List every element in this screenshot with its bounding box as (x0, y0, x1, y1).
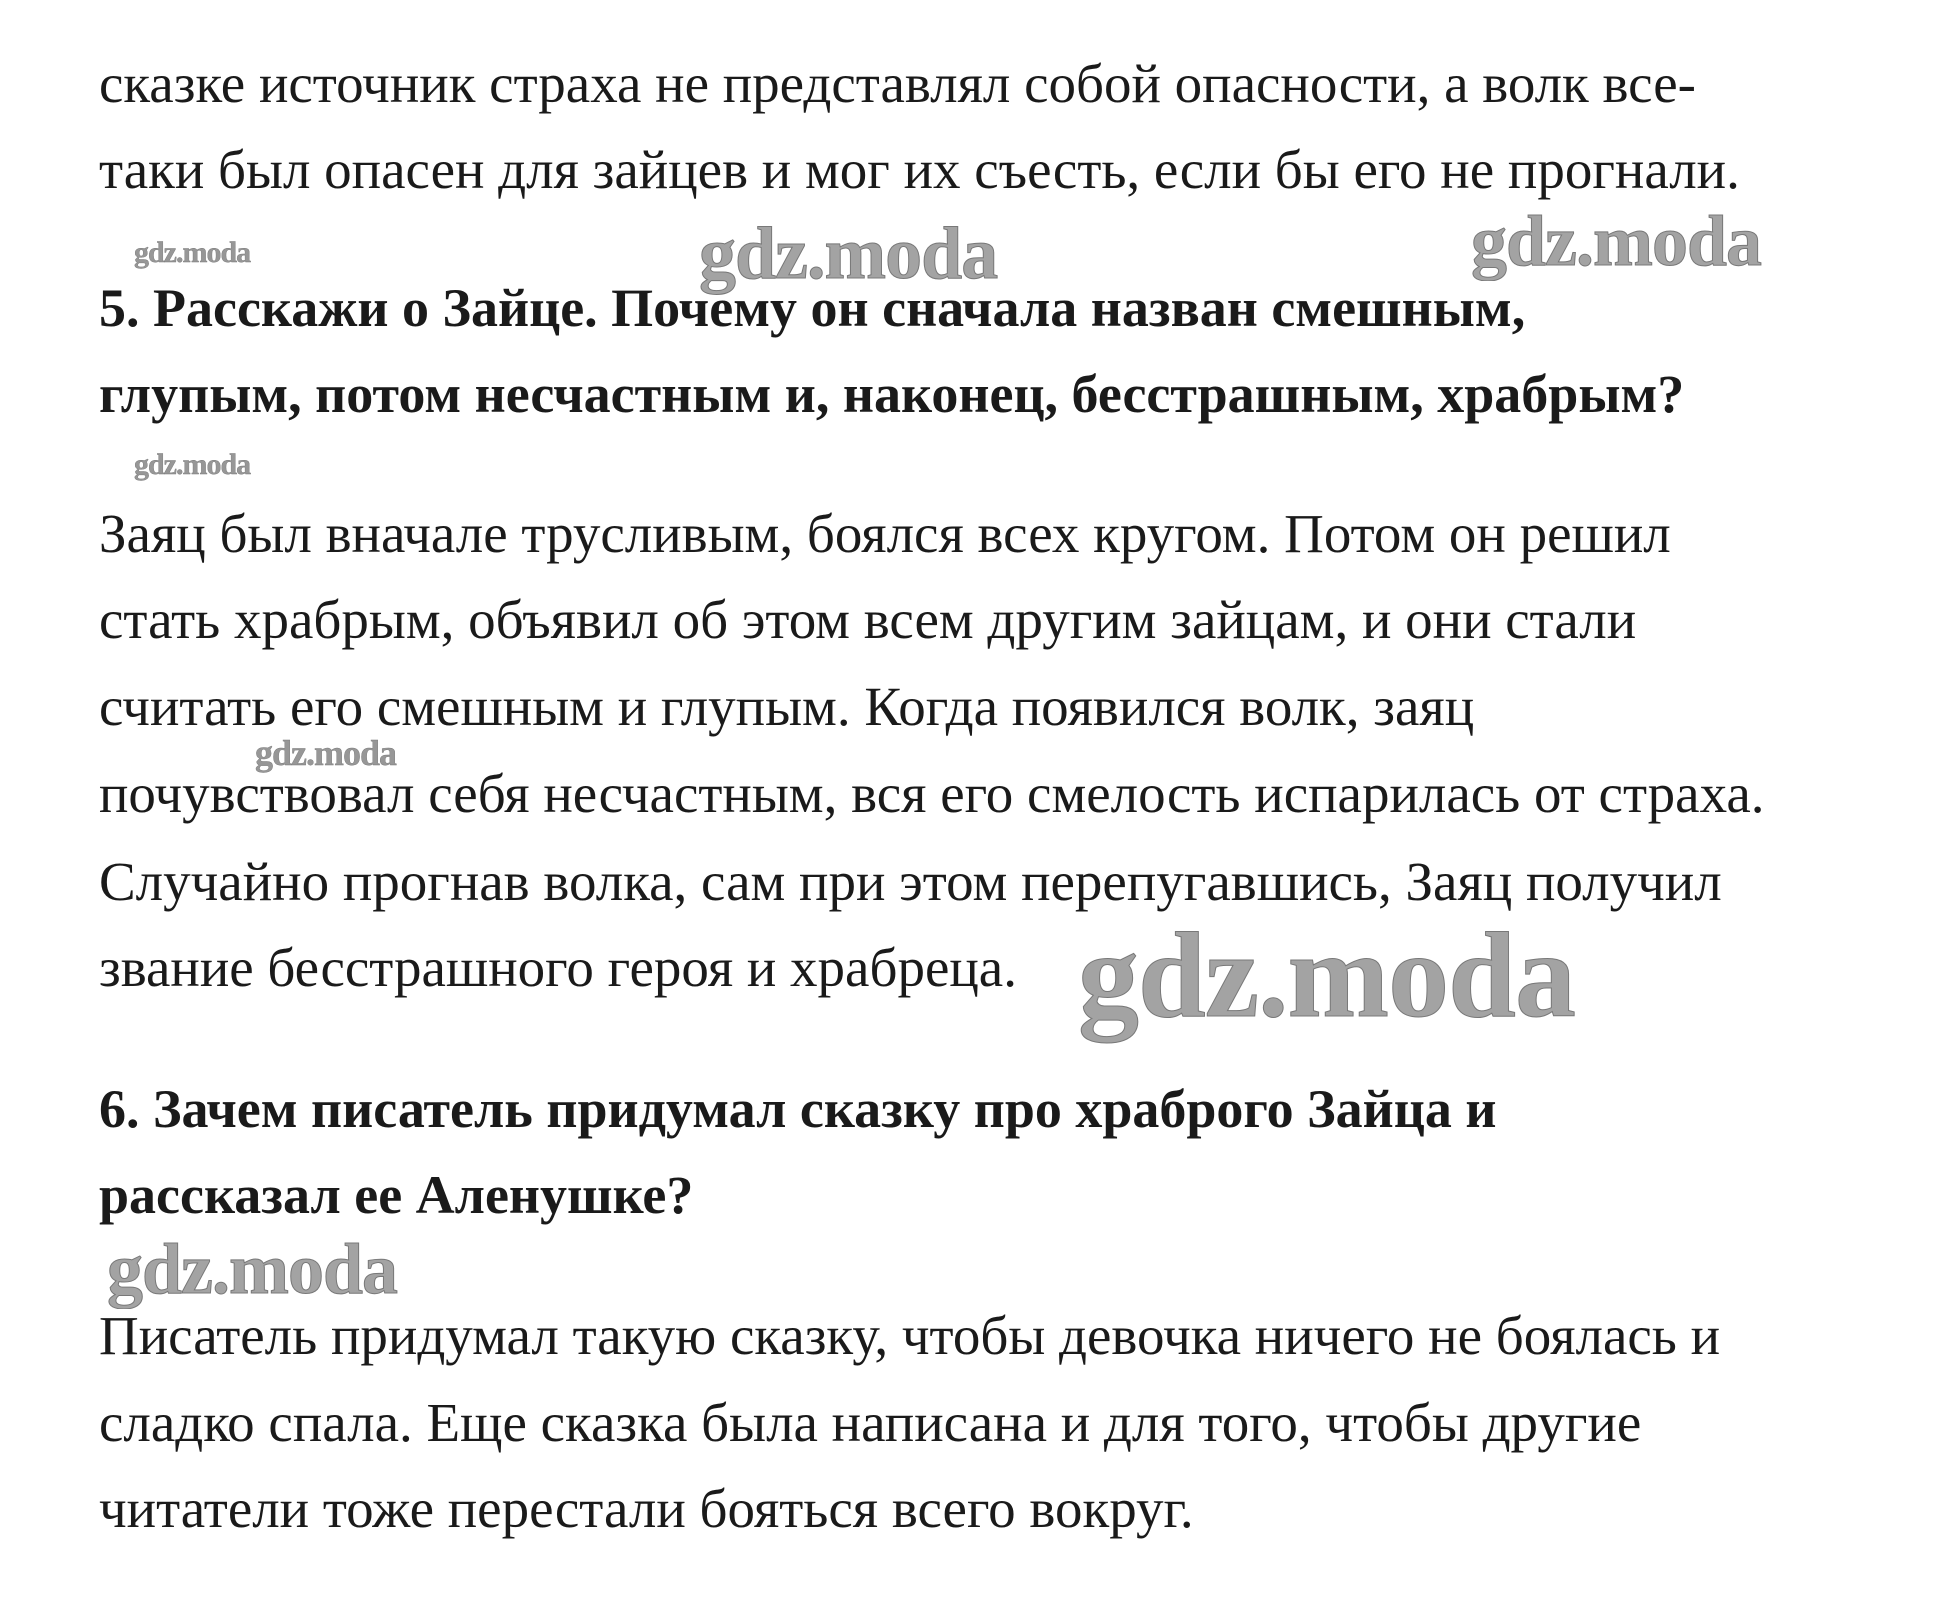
intro-line-1: сказке источник страха не представлял собой опасности, а волк все- (99, 53, 1696, 114)
answer-5-line-1: Заяц был вначале трусливым, боялся всех кругом. Потом он решил (99, 503, 1671, 564)
intro-line-2: таки был опасен для зайцев и мог их съесть, если бы его не прогнали. (99, 139, 1740, 200)
watermark-medium-3: gdz.moda (107, 1229, 398, 1309)
watermark-large: gdz.moda (1078, 908, 1575, 1043)
question-5-line-2: глупым, потом несчастным и, наконец, бесстрашным, храбрым? (99, 364, 1685, 424)
answer-6-line-1: Писатель придумал такую сказку, чтобы девочка ничего не боялась и (99, 1305, 1721, 1366)
answer-6-line-3: читатели тоже перестали бояться всего вокруг. (99, 1478, 1194, 1539)
answer-5-line-2: стать храбрым, объявил об этом всем другим зайцам, и они стали (99, 589, 1637, 650)
answer-5-line-5: Случайно прогнав волка, сам при этом перепугавшись, Заяц получил (99, 851, 1722, 912)
question-6-line-1: 6. Зачем писатель придумал сказку про храброго Зайца и (99, 1079, 1497, 1139)
answer-6-line-2: сладко спала. Еще сказка была написана и для того, чтобы другие (99, 1392, 1642, 1453)
watermark-small-2: gdz.moda (134, 448, 251, 481)
watermark-medium-2: gdz.moda (1471, 201, 1762, 281)
question-5-line-1: 5. Расскажи о Зайце. Почему он сначала назван смешным, (99, 278, 1526, 338)
answer-5-line-3: считать его смешным и глупым. Когда появился волк, заяц (99, 676, 1475, 737)
watermark-small-3: gdz.moda (255, 733, 397, 773)
answer-5-line-4: почувствовал себя несчастным, вся его смелость испарилась от страха. (99, 763, 1765, 824)
watermark-medium-1: gdz.moda (699, 213, 998, 295)
answer-5-line-6: звание бесстрашного героя и храбреца. (99, 937, 1017, 998)
watermark-small-1: gdz.moda (134, 236, 251, 269)
question-6-line-2: рассказал ее Аленушке? (99, 1165, 694, 1225)
